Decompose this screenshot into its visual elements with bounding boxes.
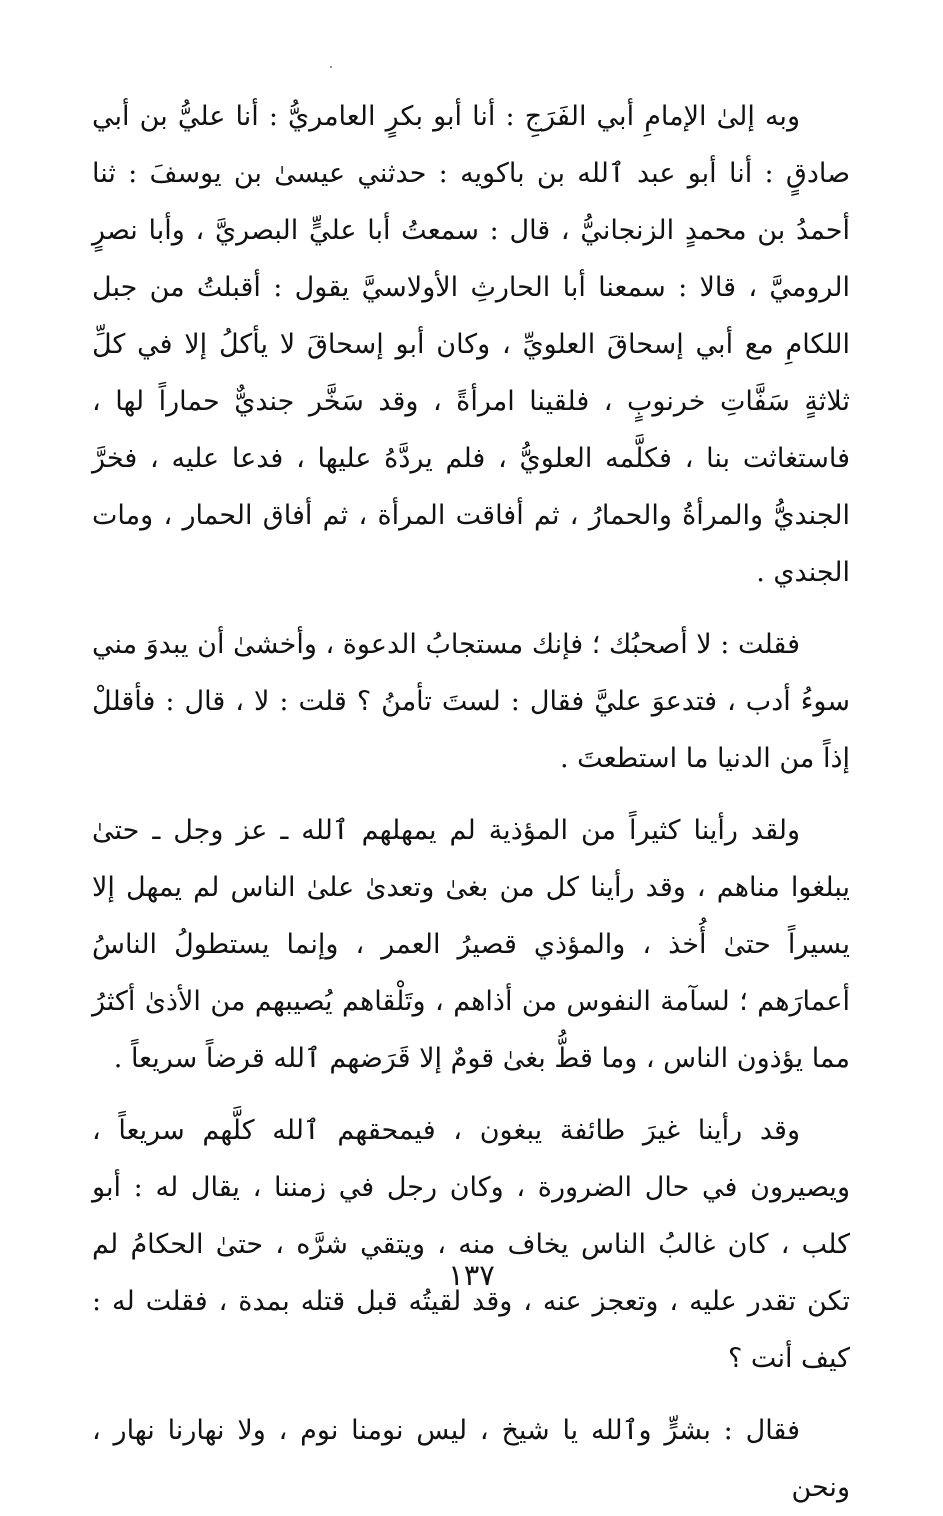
paragraph-4: وقد رأينا غيرَ طائفة يبغون ، فيمحقهم ٱلله كلَّهم سريعاً ، ويصيرون في حال الضرورة ، وكان رجل في زمننا ، يقال له : أبو كلب ، كان غالبُ الناس يخاف منه ، ويتقي شرَّه ، حتىٰ الحكامُ لم تكن تقدر عليه ، وتعجز عنه ، وقد لقيتُه قبل قتله بمدة ، فقلت له : كيف أنت ؟ (92, 1115, 850, 1374)
paragraph-1: وبه إلىٰ الإمامِ أبي الفَرَجِ : أنا أبو بكرٍ العامريُّ : أنا عليُّ بن أبي صادقٍ : أنا أبو عبد ٱلله بن باكويه : حدثني عيسىٰ بن يوسفَ : ثنا أحمدُ بن محمدٍ الزنجانيُّ ، قال : سمعتُ أبا عليٍّ البصريَّ ، وأبا نصرٍ الروميَّ ، قالا : سمعنا أبا الحارثِ الأولاسيَّ يقول : أقبلتُ من جبل اللكامِ مع أبي إسحاقَ العلويِّ ، وكان أبو إسحاقَ لا يأكلُ إلا في كلِّ ثلاثةٍ سَفَّاتِ خرنوبٍ ، فلقينا امرأةً ، وقد سَخَّر جنديٌّ حماراً لها ، فاستغاثت بنا ، فكلَّمه العلويُّ ، فلم يردَّهُ عليها ، فدعا عليه ، فخرَّ الجنديُّ والمرأةُ والحمارُ ، ثم أفاقت المرأة ، ثم أفاق الحمار ، ومات الجندي . (92, 101, 850, 588)
scan-speck (330, 66, 332, 68)
paragraph-3: ولقد رأينا كثيراً من المؤذية لم يمهلهم ٱلله ـ عز وجل ـ حتىٰ يبلغوا مناهم ، وقد رأينا كل من بغىٰ وتعدىٰ علىٰ الناس لم يمهل إلا يسيراً حتىٰ أُخذ ، والمؤذي قصيرُ العمر ، وإنما يستطولُ الناسُ أعمارَهم ؛ لسآمة النفوس من أذاهم ، وتَلْقاهم يُصيبهم من الأذىٰ أكثرُ مما يؤذون الناس ، وما قطُّ بغىٰ قومٌ إلا قَرَضهم ٱلله قرضاً سريعاً . (92, 815, 850, 1074)
text-column (92, 88, 850, 1516)
paragraph-5: فقال : بشرٍّ وٱلله يا شيخ ، ليس نومنا نوم ، ولا نهارنا نهار ، ونحن (92, 1415, 850, 1503)
paragraph-2: فقلت : لا أصحبُك ؛ فإنك مستجابُ الدعوة ، وأخشىٰ أن يبدوَ مني سوءُ أدب ، فتدعوَ عليَّ فقال : لستَ تأمنُ ؟ قلت : لا ، قال : فأقللْ إذاً من الدنيا ما استطعتَ . (92, 629, 850, 774)
page-number: ١٣٧ (448, 1258, 495, 1292)
